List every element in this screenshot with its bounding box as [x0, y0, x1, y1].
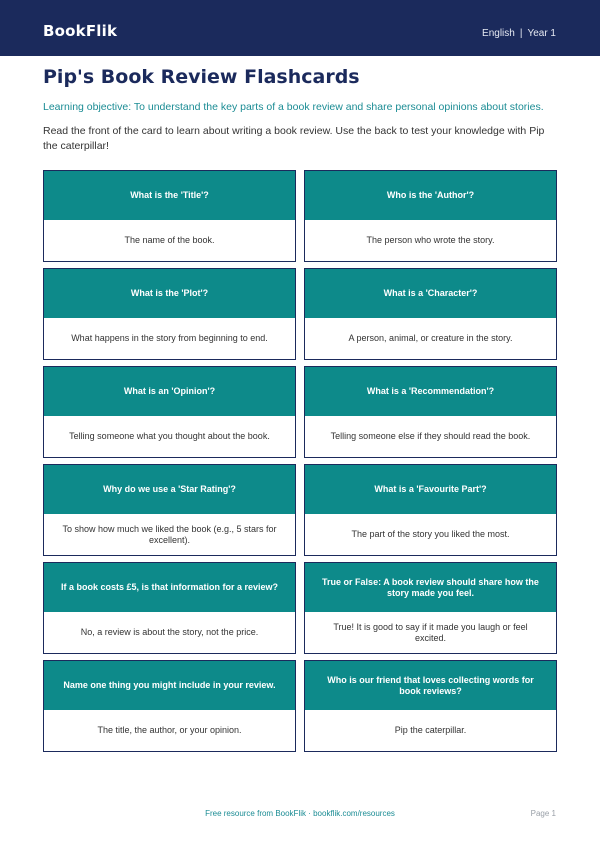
card-front: Why do we use a 'Star Rating'? — [44, 465, 295, 514]
card-back: The person who wrote the story. — [366, 235, 495, 245]
header-meta — [482, 28, 556, 39]
meta-separator: | — [519, 28, 523, 39]
card-front: Who is the 'Author'? — [305, 171, 556, 220]
flashcard-character[interactable] — [304, 268, 557, 360]
header-bar — [0, 0, 600, 56]
card-back: Pip the caterpillar. — [394, 725, 467, 735]
card-front: Name one thing you might include in your review. — [44, 661, 295, 710]
card-back: To show how much we liked the book (e.g., 5 stars for excellent). — [62, 523, 277, 545]
flashcard-plot[interactable] — [43, 268, 296, 360]
card-front: What is a 'Character'? — [305, 269, 556, 318]
flashcard-price-question[interactable] — [43, 562, 296, 654]
card-back: The name of the book. — [124, 235, 215, 245]
card-back: What happens in the story from beginning to end. — [71, 333, 268, 343]
flashcard-title[interactable] — [43, 170, 296, 262]
flashcard-star-rating[interactable] — [43, 464, 296, 556]
card-back: True! It is good to say if it made you laugh or feel excited. — [333, 621, 528, 643]
footer-credit[interactable]: Free resource from BookFlik · bookflik.com/resources — [205, 809, 395, 818]
card-back: The title, the author, or your opinion. — [97, 725, 242, 735]
year-label: Year 1 — [527, 28, 556, 39]
learning-objective: Learning objective: To understand the key parts of a book review and share personal opinions about stories. — [43, 101, 544, 113]
card-front: What is a 'Recommendation'? — [305, 367, 556, 416]
page-title: Pip's Book Review Flashcards — [43, 66, 360, 88]
card-front: What is a 'Favourite Part'? — [305, 465, 556, 514]
card-front: If a book costs £5, is that information for a review? — [44, 563, 295, 612]
flashcard-pip-friend[interactable] — [304, 660, 557, 752]
brand-logo[interactable]: BookFlik — [43, 22, 118, 40]
card-back: No, a review is about the story, not the price. — [80, 627, 259, 637]
card-front: True or False: A book review should share how the story made you feel. — [305, 563, 556, 612]
flashcard-author[interactable] — [304, 170, 557, 262]
flashcard-favourite-part[interactable] — [304, 464, 557, 556]
flashcard-recommendation[interactable] — [304, 366, 557, 458]
page-number: Page 1 — [530, 809, 556, 818]
card-back: The part of the story you liked the most. — [351, 529, 510, 539]
flashcard-true-false[interactable] — [304, 562, 557, 654]
subject-label: English — [482, 28, 515, 39]
intro-text: Read the front of the card to learn about writing a book review. Use the back to test your knowledge with Pip the caterpillar! — [43, 125, 545, 152]
flashcard-include-item[interactable] — [43, 660, 296, 752]
card-front: What is the 'Title'? — [44, 171, 295, 220]
card-front: What is the 'Plot'? — [44, 269, 295, 318]
flashcard-grid — [43, 170, 557, 754]
card-back: Telling someone else if they should read the book. — [330, 431, 531, 441]
card-front: Who is our friend that loves collecting words for book reviews? — [305, 661, 556, 710]
flashcard-opinion[interactable] — [43, 366, 296, 458]
card-front: What is an 'Opinion'? — [44, 367, 295, 416]
card-back: A person, animal, or creature in the story. — [348, 333, 513, 343]
card-back: Telling someone what you thought about the book. — [69, 431, 270, 441]
